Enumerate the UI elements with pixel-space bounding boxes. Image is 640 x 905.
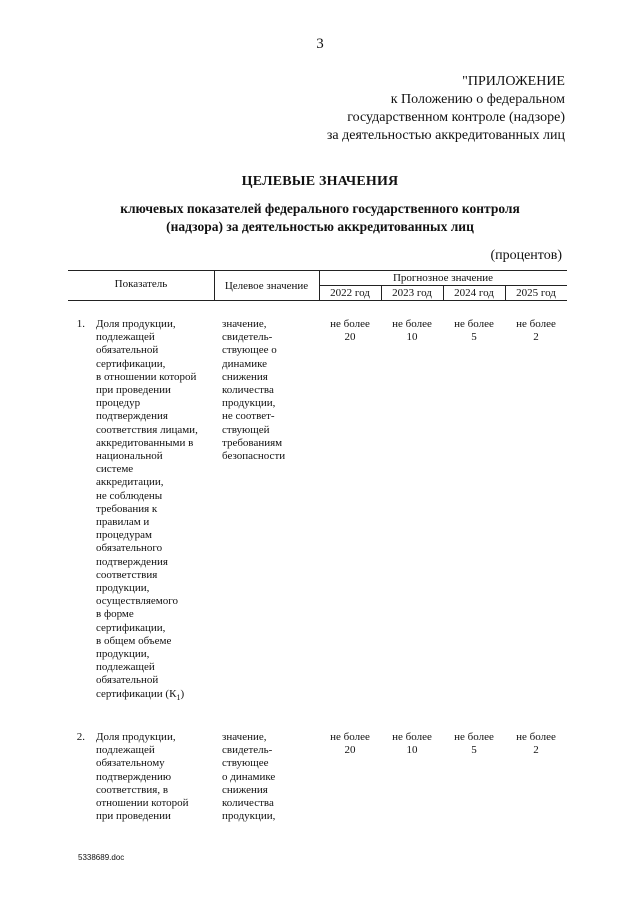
indicator-line: правилам и	[96, 516, 150, 529]
indicator-line: обязательного	[96, 542, 163, 555]
indicator-line: системе	[96, 463, 134, 476]
indicator-cell	[96, 731, 214, 823]
indicator-line: Доля продукции,	[96, 318, 176, 330]
target-line: снижения	[222, 783, 268, 796]
forecast-2023	[381, 318, 443, 344]
forecast-2022	[319, 731, 381, 757]
indicator-line: подтверждения	[96, 555, 168, 568]
file-name-footer: 5338689.doc	[78, 853, 125, 862]
indicator-line: аккредитованными в	[96, 436, 194, 449]
forecast-label: не более	[454, 318, 494, 330]
indicator-cell	[96, 318, 214, 704]
target-line: безопасности	[222, 450, 286, 463]
target-line: свидетель-	[222, 744, 273, 757]
target-cell	[222, 318, 319, 463]
indicator-line: продукции,	[96, 582, 150, 595]
target-line: снижения	[222, 370, 268, 383]
forecast-value: 10	[406, 331, 418, 344]
indicator-subscript: 1	[176, 692, 181, 702]
forecast-label: не более	[454, 731, 494, 743]
header-target: Целевое значение	[224, 280, 309, 292]
indicator-line: продукции,	[96, 648, 150, 661]
appendix-line: к Положению о федеральном	[390, 92, 565, 107]
forecast-value: 5	[471, 331, 477, 344]
indicator-line: при проведении	[96, 384, 171, 397]
indicator-line: подтверждения	[96, 410, 168, 423]
forecast-2022	[319, 318, 381, 344]
forecast-value: 20	[344, 744, 356, 757]
target-cell	[222, 731, 319, 823]
target-line: свидетель-	[222, 331, 273, 344]
indicator-line: осуществляемого	[96, 595, 179, 608]
forecast-value: 5	[471, 744, 477, 757]
header-indicator: Показатель	[114, 278, 168, 290]
indicator-line: Доля продукции,	[96, 731, 176, 743]
indicator-line: при проведении	[96, 810, 171, 823]
appendix-line: за деятельностью аккредитованных лиц	[326, 128, 565, 143]
indicator-line: подлежащей	[96, 744, 155, 757]
indicator-line: национальной	[96, 450, 163, 463]
target-line: динамике	[222, 357, 268, 370]
forecast-label: не более	[330, 318, 370, 330]
indicator-line: в общем объеме	[96, 634, 172, 647]
target-line: продукции,	[222, 397, 276, 410]
target-line: не соответ-	[222, 410, 275, 423]
appendix-heading	[300, 73, 565, 145]
header-year-2023: 2023 год	[392, 287, 432, 299]
subtitle-line: ключевых показателей федерального государственного контроля	[120, 201, 520, 216]
forecast-2023	[381, 731, 443, 757]
indicator-line: соответствия, в	[96, 783, 169, 796]
appendix-line: "ПРИЛОЖЕНИЕ	[462, 74, 565, 89]
indicator-last-end: )	[180, 687, 185, 700]
target-line: продукции,	[222, 810, 276, 823]
row-number: 2.	[76, 731, 85, 743]
indicator-line: сертификации,	[96, 357, 166, 370]
indicator-line: обязательному	[96, 757, 165, 770]
target-line: ствующей	[222, 423, 270, 436]
forecast-label: не более	[330, 731, 370, 743]
table-top-border	[68, 270, 567, 271]
indicator-line: подлежащей	[96, 661, 155, 674]
indicator-line: в отношении которой	[96, 370, 197, 383]
target-line: требованиям	[222, 436, 283, 449]
target-line: ствующее	[222, 757, 269, 770]
forecast-label: не более	[516, 731, 556, 743]
forecast-2024	[443, 731, 505, 757]
target-line: количества	[222, 797, 274, 810]
target-line: количества	[222, 384, 274, 397]
header-year-2022: 2022 год	[330, 287, 370, 299]
indicator-line: процедур	[96, 397, 141, 410]
target-line: значение,	[222, 731, 267, 743]
target-line: значение,	[222, 318, 267, 330]
indicator-line: соответствия лицами,	[96, 423, 198, 436]
appendix-line: государственном контроле (надзоре)	[347, 110, 565, 125]
forecast-2025	[505, 731, 567, 757]
forecast-2024	[443, 318, 505, 344]
indicator-line: сертификации,	[96, 621, 166, 634]
indicator-line: не соблюдены	[96, 489, 163, 502]
header-year-2024: 2024 год	[454, 287, 494, 299]
forecast-label: не более	[516, 318, 556, 330]
indicator-line: отношении которой	[96, 797, 189, 810]
subtitle-line: (надзора) за деятельностью аккредитованных лиц	[166, 219, 474, 234]
page-number: 3	[316, 36, 324, 52]
forecast-value: 20	[344, 331, 356, 344]
forecast-value: 2	[533, 331, 539, 344]
row-number: 1.	[76, 318, 85, 330]
indicator-line: подтверждению	[96, 770, 172, 783]
indicator-last-line	[96, 688, 214, 704]
header-year-2025: 2025 год	[516, 287, 556, 299]
indicator-line: обязательной	[96, 674, 159, 687]
forecast-value: 10	[406, 744, 418, 757]
units-label: (процентов)	[490, 248, 562, 263]
document-title: ЦЕЛЕВЫЕ ЗНАЧЕНИЯ	[241, 174, 399, 189]
target-line: ствующее о	[222, 344, 277, 357]
forecast-2025	[505, 318, 567, 344]
indicator-line: подлежащей	[96, 331, 155, 344]
header-forecast: Прогнозное значение	[392, 272, 494, 284]
document-subtitle	[60, 200, 580, 236]
forecast-label: не более	[392, 731, 432, 743]
forecast-value: 2	[533, 744, 539, 757]
target-line: о динамике	[222, 770, 276, 783]
indicator-line: аккредитации,	[96, 476, 164, 489]
indicator-last-text: сертификации (К	[96, 687, 177, 700]
indicator-line: требования к	[96, 502, 158, 515]
forecast-label: не более	[392, 318, 432, 330]
header-bottom-border	[68, 300, 567, 301]
indicator-line: процедурам	[96, 529, 152, 542]
indicator-line: соответствия	[96, 568, 158, 581]
indicator-line: обязательной	[96, 344, 159, 357]
indicator-line: в форме	[96, 608, 134, 621]
